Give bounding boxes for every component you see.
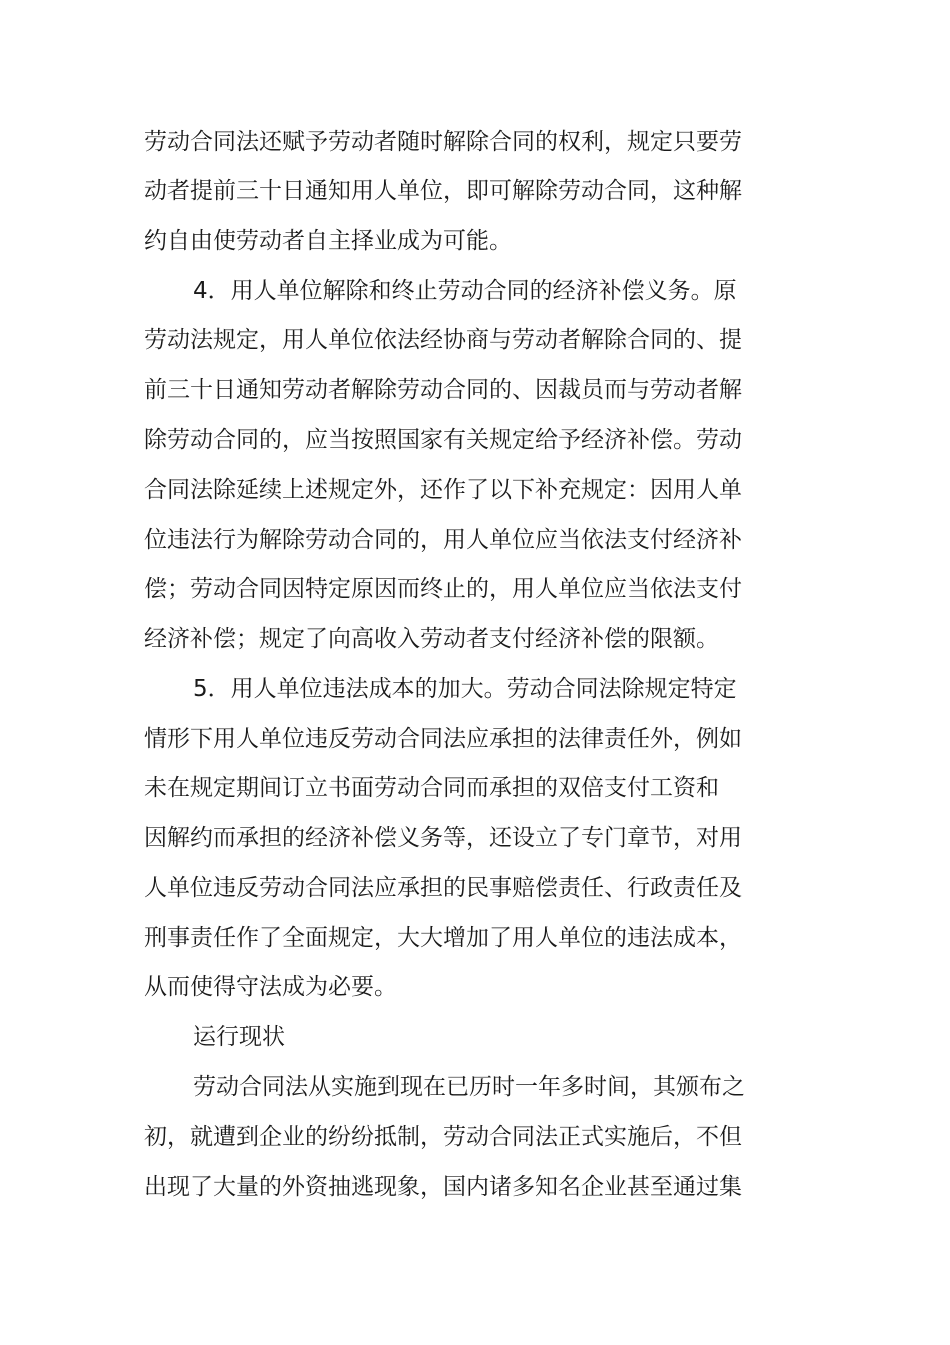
text-line: 劳动合同法从实施到现在已历时一年多时间，其颁布之 bbox=[193, 1074, 745, 1100]
section-heading: 运行现状 bbox=[193, 1024, 285, 1050]
text-line: 前三十日通知劳动者解除劳动合同的、因裁员而与劳动者解 bbox=[144, 377, 742, 403]
text-line: 合同法除延续上述规定外，还作了以下补充规定：因用人单 bbox=[144, 477, 742, 503]
text-line: 情形下用人单位违反劳动合同法应承担的法律责任外，例如 bbox=[144, 726, 742, 752]
text-line: 刑事责任作了全面规定，大大增加了用人单位的违法成本， bbox=[144, 925, 742, 951]
text-line: 从而使得守法成为必要。 bbox=[144, 974, 397, 1000]
list-item-heading-5: 5．用人单位违法成本的加大。劳动合同法除规定特定 bbox=[193, 676, 737, 702]
text-line: 偿；劳动合同因特定原因而终止的，用人单位应当依法支付 bbox=[144, 576, 742, 602]
text-line: 人单位违反劳动合同法应承担的民事赔偿责任、行政责任及 bbox=[144, 875, 742, 901]
text-line: 劳动法规定，用人单位依法经协商与劳动者解除合同的、提 bbox=[144, 327, 742, 353]
text-line: 未在规定期间订立书面劳动合同而承担的双倍支付工资和 bbox=[144, 775, 719, 801]
text-line: 出现了大量的外资抽逃现象，国内诸多知名企业甚至通过集 bbox=[144, 1174, 742, 1200]
text-line: 除劳动合同的，应当按照国家有关规定给予经济补偿。劳动 bbox=[144, 427, 742, 453]
text-line: 位违法行为解除劳动合同的，用人单位应当依法支付经济补 bbox=[144, 527, 742, 553]
text-line: 初，就遭到企业的纷纷抵制，劳动合同法正式实施后，不但 bbox=[144, 1124, 742, 1150]
list-item-heading-4: 4．用人单位解除和终止劳动合同的经济补偿义务。原 bbox=[193, 278, 737, 304]
text-line: 动者提前三十日通知用人单位，即可解除劳动合同，这种解 bbox=[144, 178, 742, 204]
text-line: 经济补偿；规定了向高收入劳动者支付经济补偿的限额。 bbox=[144, 626, 719, 652]
text-line: 约自由使劳动者自主择业成为可能。 bbox=[144, 228, 512, 254]
text-line: 劳动合同法还赋予劳动者随时解除合同的权利，规定只要劳 bbox=[144, 129, 742, 155]
text-line: 因解约而承担的经济补偿义务等，还设立了专门章节，对用 bbox=[144, 825, 742, 851]
